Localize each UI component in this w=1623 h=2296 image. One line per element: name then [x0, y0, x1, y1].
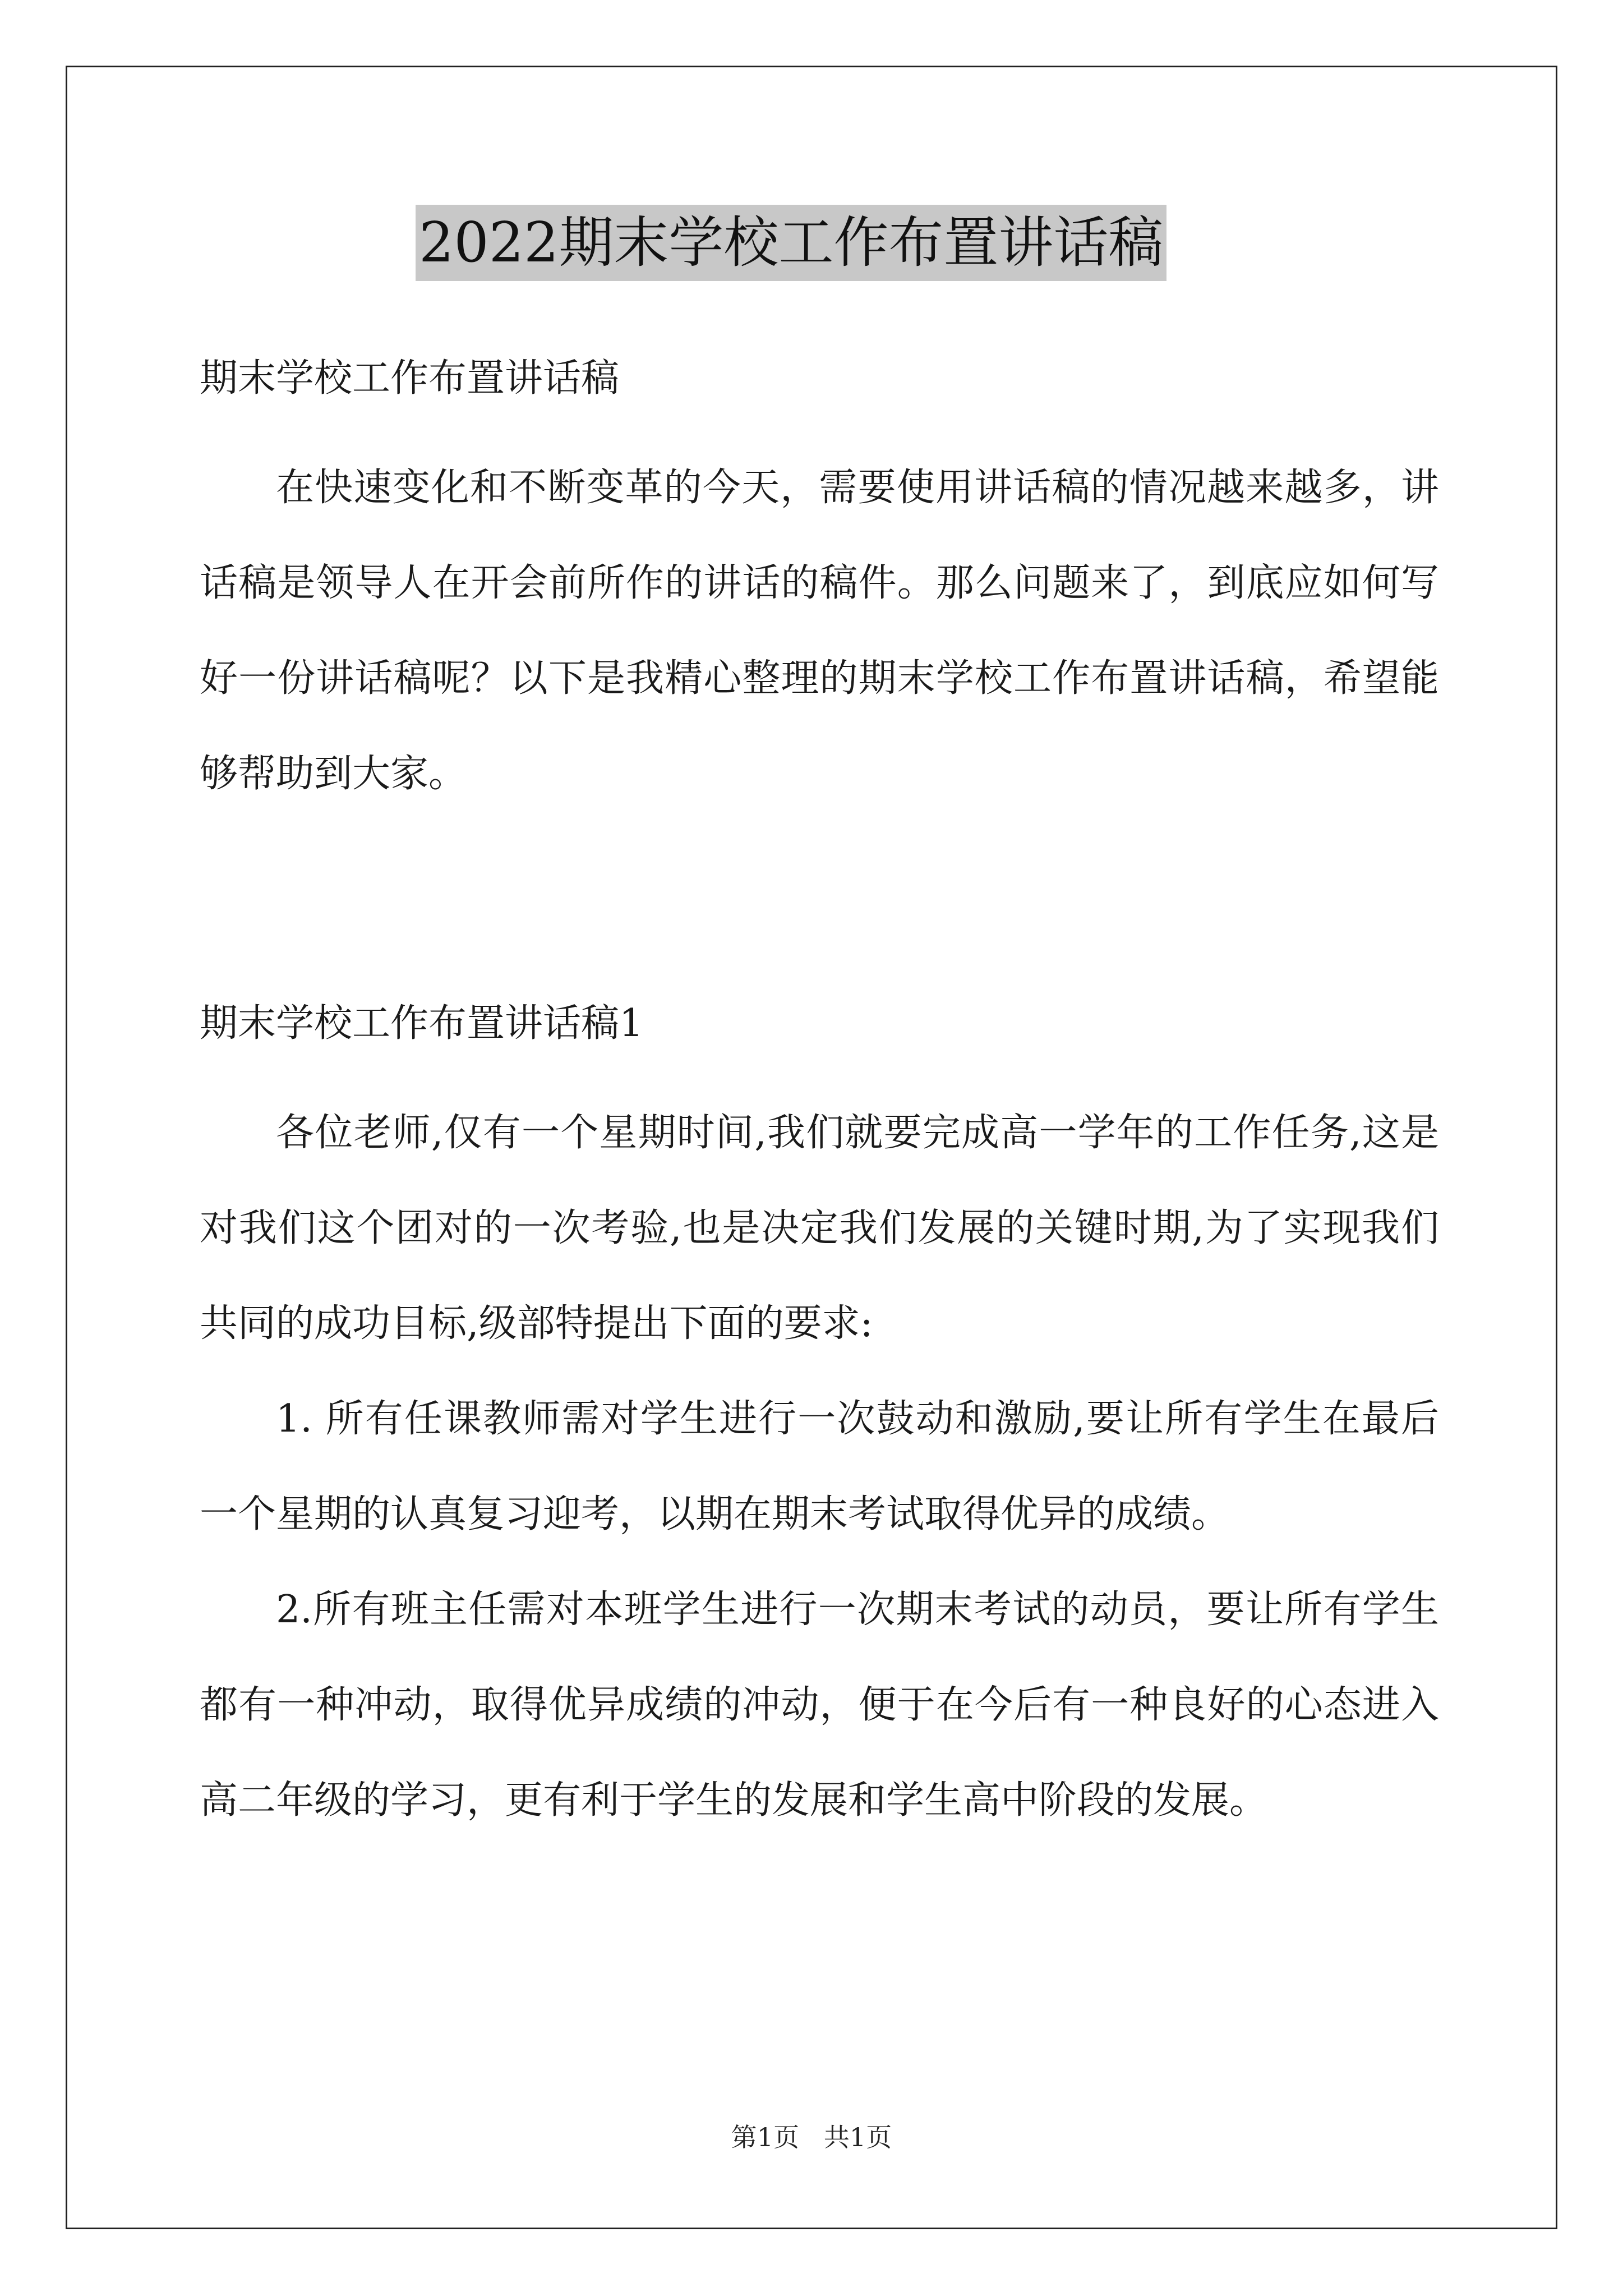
intro-paragraph: 在快速变化和不断变革的今天，需要使用讲话稿的情况越来越多，讲话稿是领导人在开会前所作的讲话的稿件。那么问题来了，到底应如何写好一份讲话稿呢？以下是我精心整理的期末学校工作布置讲话稿，希望能够帮助到大家。 — [200, 466, 1439, 796]
body-paragraph-2: 1. 所有任课教师需对学生进行一次鼓动和激励,要让所有学生在最后一个星期的认真复习迎考，以期在期末考试取得优异的成绩。 — [200, 1397, 1439, 1536]
section-heading: 期末学校工作布置讲话稿1 — [200, 1001, 644, 1046]
document-title: 2022期末学校工作布置讲话稿 — [416, 205, 1166, 281]
body-paragraph-3: 2.所有班主任需对本班学生进行一次期末考试的动员，要让所有学生都有一种冲动，取得优异成绩的冲动，便于在今后有一种良好的心态进入高二年级的学习，更有利于学生的发展和学生高中阶段的发展。 — [200, 1588, 1439, 1823]
body-paragraph-1: 各位老师,仅有一个星期时间,我们就要完成高一学年的工作任务,这是对我们这个团对的一次考验,也是决定我们发展的关键时期,为了实现我们共同的成功目标,级部特提出下面的要求: — [200, 1111, 1439, 1346]
page-footer: 第1页 共1页 — [731, 2122, 892, 2152]
document-subtitle: 期末学校工作布置讲话稿 — [200, 356, 620, 401]
